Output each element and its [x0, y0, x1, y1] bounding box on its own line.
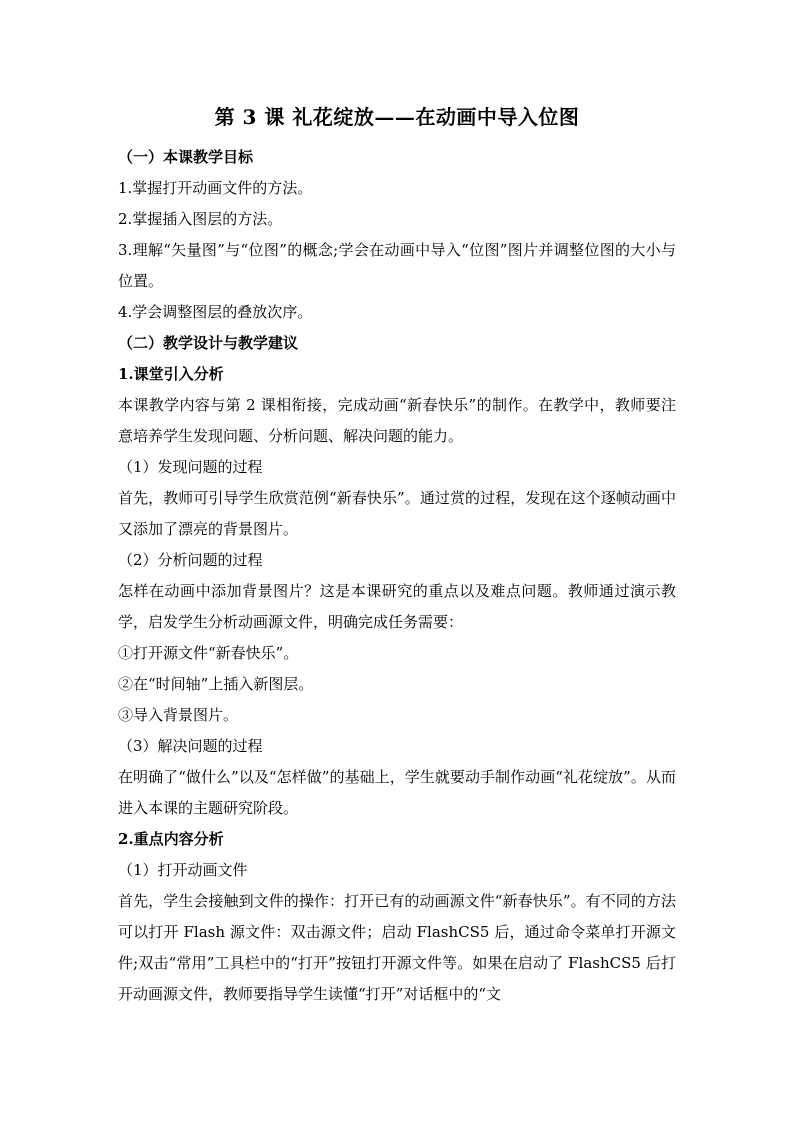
paragraph: 首先，学生会接触到文件的操作：打开已有的动画源文件“新春快乐”。有不同的方法可以打开 Flash 源文件：双击源文件；启动 FlashCS5 后，通过命令菜单打开源文件;双击“常用”工具栏中的“打开”按钮打开源文件等。如果在启动了 FlashCS5 后打开动画源文件，教师要指导学生读懂“打开”对话框中的“文 — [118, 892, 676, 1003]
paragraph: （2）分析问题的过程 — [118, 551, 263, 569]
paragraph-list — [118, 142, 676, 1010]
section-heading: 2.重点内容分析 — [118, 830, 224, 848]
paragraph: 怎样在动画中添加背景图片？这是本课研究的重点以及难点问题。教师通过演示教学，启发学生分析动画源文件，明确完成任务需要： — [118, 582, 676, 631]
paragraph: 2.掌握插入图层的方法。 — [118, 210, 283, 228]
section-heading: （二）教学设计与教学建议 — [118, 334, 299, 352]
paragraph: 4.学会调整图层的叠放次序。 — [118, 303, 313, 321]
page-title: 第 3 课 礼花绽放——在动画中导入位图 — [214, 105, 580, 129]
paragraph: 在明确了“做什么”以及“怎样做”的基础上，学生就要动手制作动画“礼花绽放”。从而进入本课的主题研究阶段。 — [118, 768, 676, 817]
paragraph: 本课教学内容与第 2 课相衔接，完成动画“新春快乐”的制作。在教学中，教师要注意培养学生发现问题、分析问题、解决问题的能力。 — [118, 396, 676, 445]
paragraph: （1）发现问题的过程 — [118, 458, 263, 476]
paragraph: ③导入背景图片。 — [118, 706, 239, 724]
paragraph: 首先，教师可引导学生欣赏范例“新春快乐”。通过赏的过程，发现在这个逐帧动画中又添加了漂亮的背景图片。 — [118, 489, 676, 538]
paragraph: （3）解决问题的过程 — [118, 737, 263, 755]
section-heading: （一）本课教学目标 — [118, 148, 254, 166]
paragraph: （1）打开动画文件 — [118, 861, 248, 879]
paragraph: 3.理解“矢量图”与“位图”的概念;学会在动画中导入“位图”图片并调整位图的大小与位置。 — [118, 241, 676, 290]
paragraph: ②在“时间轴”上插入新图层。 — [118, 675, 314, 693]
section-heading: 1.课堂引入分析 — [118, 365, 224, 383]
paragraph: ①打开源文件“新春快乐”。 — [118, 644, 299, 662]
document-body — [118, 100, 676, 1010]
paragraph: 1.掌握打开动画文件的方法。 — [118, 179, 313, 197]
